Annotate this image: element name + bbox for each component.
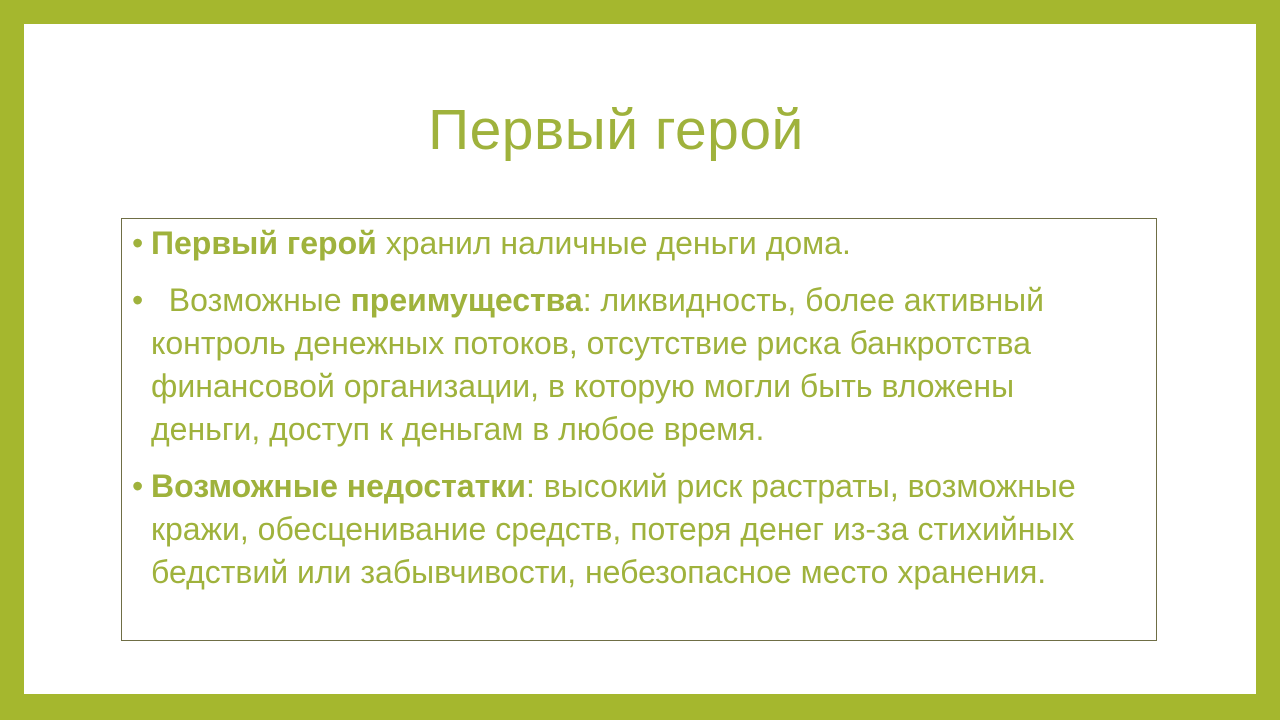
text-segment: Возможные	[151, 282, 351, 318]
bullet-marker: •	[132, 282, 144, 318]
list-item	[126, 279, 1111, 451]
bullet-marker: •	[132, 225, 144, 261]
bullet-list	[122, 222, 1156, 594]
text-segment: : ликвидность, более активный контроль денежных потоков, отсутствие риска банкротства финансовой организации, в которую могли быть вложены деньги, доступ к деньгам в любое время.	[151, 282, 1044, 447]
list-item	[126, 465, 1111, 594]
text-segment: : высокий риск растраты, возможные кражи, обесценивание средств, потеря денег из-за стихийных бедствий или забывчивости, небезопасное место хранения.	[151, 468, 1076, 590]
content-text-box	[121, 218, 1157, 641]
slide-title: Первый герой	[428, 98, 804, 162]
text-segment: хранил наличные деньги дома.	[376, 225, 851, 261]
text-segment: Первый герой	[151, 225, 377, 261]
text-segment: преимущества	[350, 282, 583, 318]
text-segment: Возможные недостатки	[151, 468, 526, 504]
bullet-marker: •	[132, 468, 144, 504]
list-item	[126, 222, 1111, 265]
